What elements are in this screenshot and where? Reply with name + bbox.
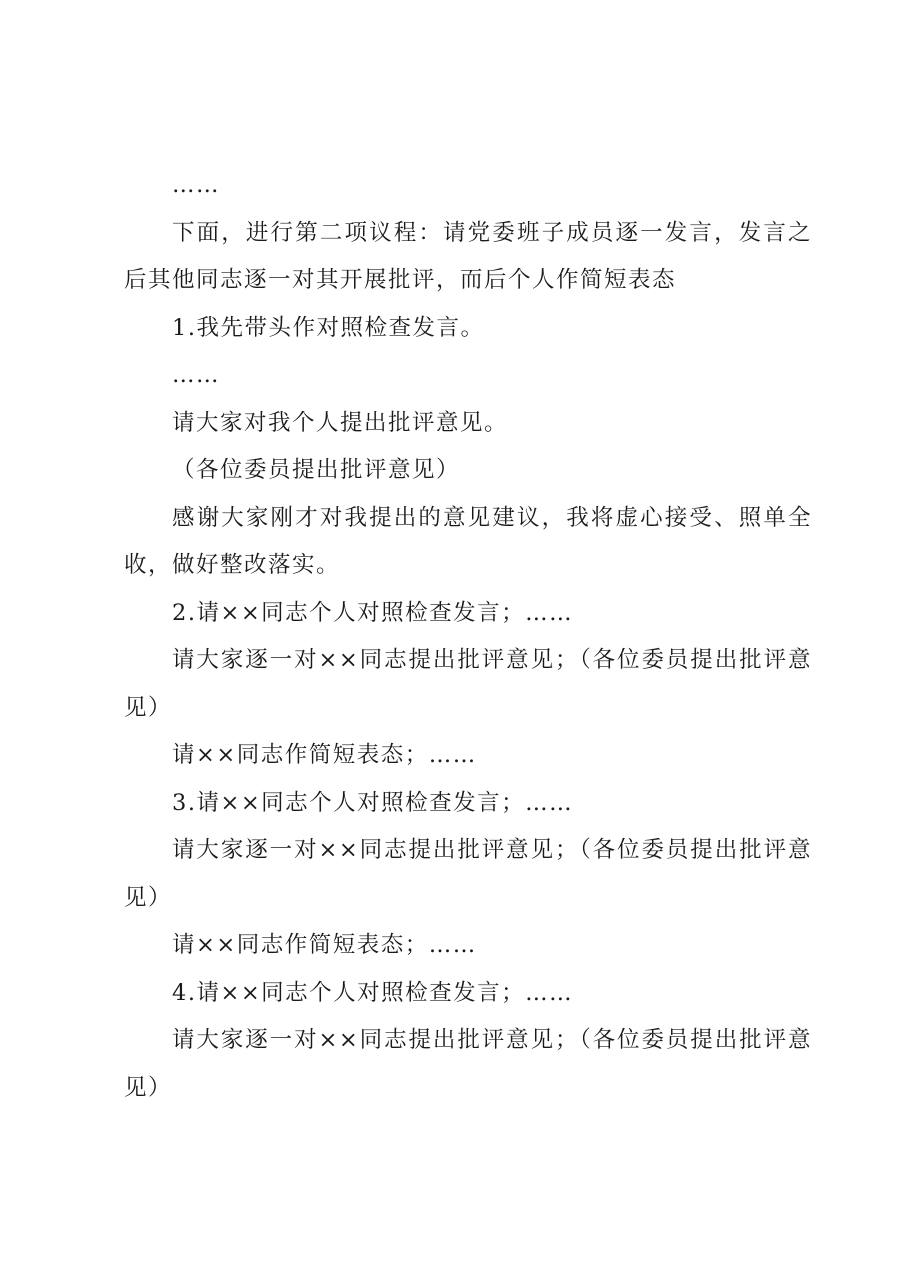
paragraph-criticism-3: 请大家逐一对××同志提出批评意见；（各位委员提出批评意见） [124,837,812,911]
paragraph-statement-3: 请××同志作简短表态；…… [172,932,477,958]
paragraph-speech-2: 2.请××同志个人对照检查发言；…… [172,599,574,626]
paragraph-speech-3: 3.请××同志个人对照检查发言；…… [172,789,574,816]
paragraph-ellipsis-2: …… [172,362,220,388]
paragraph-request-criticism: 请大家对我个人提出批评意见。 [172,409,509,436]
paragraph-members-criticize: （各位委员提出批评意见） [172,457,461,483]
document-body [124,162,812,1112]
paragraph-speech-1: 1.我先带头作对照检查发言。 [172,314,485,341]
paragraph-thanks: 感谢大家刚才对我提出的意见建议，我将虚心接受、照单全收，做好整改落实。 [124,504,812,578]
paragraph-statement-2: 请××同志作简短表态；…… [172,742,477,768]
paragraph-criticism-2: 请大家逐一对××同志提出批评意见；（各位委员提出批评意见） [124,647,812,721]
paragraph-ellipsis-1: …… [172,172,220,198]
paragraph-speech-4: 4.请××同志个人对照检查发言；…… [172,979,574,1006]
paragraph-criticism-4: 请大家逐一对××同志提出批评意见；（各位委员提出批评意见） [124,1027,812,1101]
paragraph-agenda-item-2: 下面，进行第二项议程：请党委班子成员逐一发言，发言之后其他同志逐一对其开展批评，而后个人作简短表态 [124,219,812,293]
